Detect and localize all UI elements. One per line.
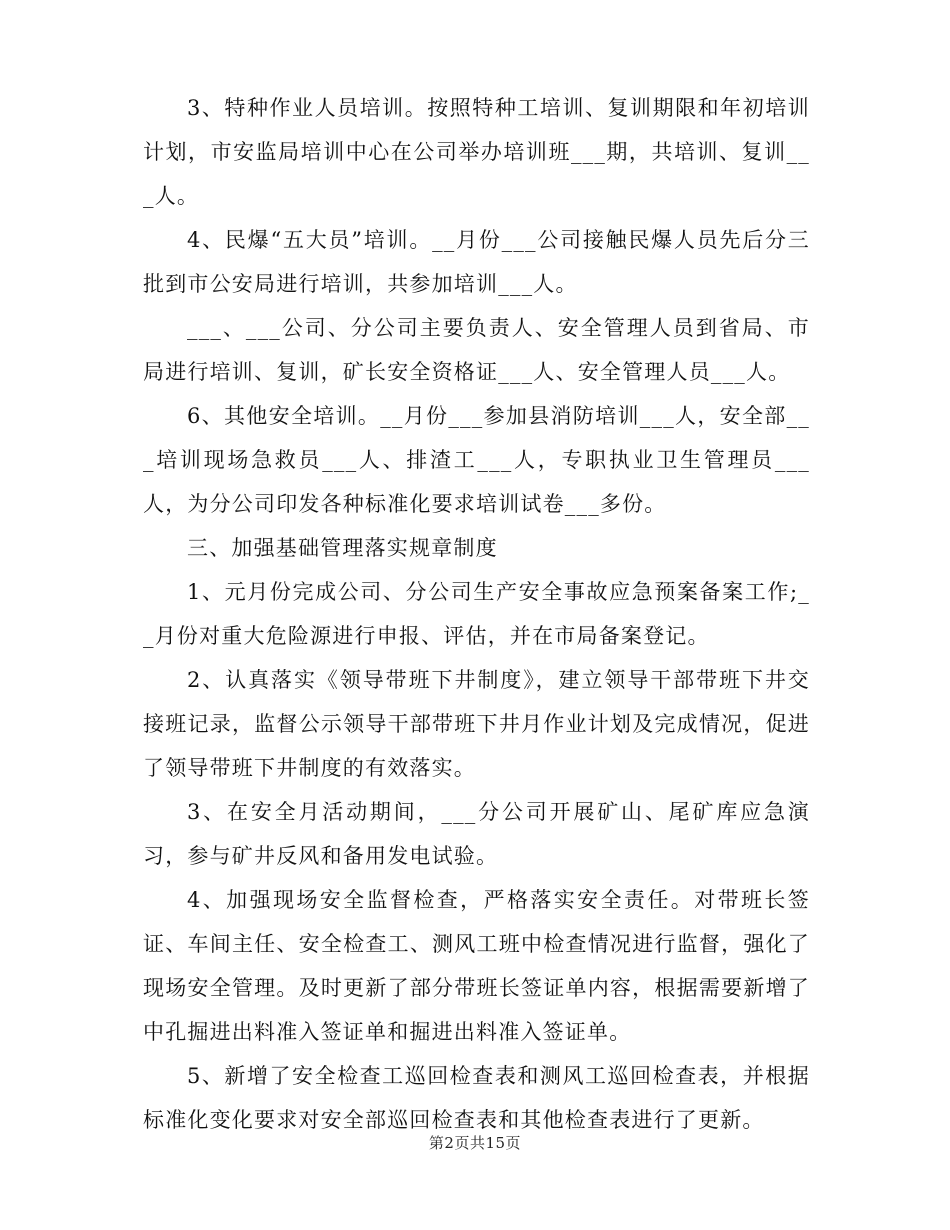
- paragraph-leader-shift-system: 2、认真落实《领导带班下井制度》，建立领导干部带班下井交接班记录，监督公示领导干部带班下井月作业计划及完成情况，促进了领导带班下井制度的有效落实。: [143, 668, 810, 780]
- section-heading-basic-management: 三、加强基础管理落实规章制度: [187, 536, 498, 560]
- paragraph-explosives-training: 4、民爆“五大员”培训。__月份___公司接触民爆人员先后分三批到市公安局进行培训，共参加培训___人。: [143, 228, 810, 296]
- paragraph-safety-month-drills: 3、在安全月活动期间，___分公司开展矿山、尾矿库应急演习，参与矿井反风和备用发电试验。: [143, 800, 810, 868]
- paragraph-management-training: ___、___公司、分公司主要负责人、安全管理人员到省局、市局进行培训、复训，矿长安全资格证___人、安全管理人员___人。: [143, 316, 810, 384]
- paragraph-inspection-forms: 5、新增了安全检查工巡回检查表和测风工巡回检查表，并根据标准化变化要求对安全部巡回检查表和其他检查表进行了更新。: [143, 1064, 810, 1132]
- page-number-footer: 第2页共15页: [428, 1134, 522, 1152]
- document-body: [143, 86, 810, 1142]
- paragraph-other-safety-training: 6、其他安全培训。__月份___参加县消防培训___人，安全部___培训现场急救员___人、排渣工___人，专职执业卫生管理员___人，为分公司印发各种标准化要求培训试卷___多份。: [143, 404, 810, 516]
- paragraph-onsite-supervision: 4、加强现场安全监督检查，严格落实安全责任。对带班长签证、车间主任、安全检查工、测风工班中检查情况进行监督，强化了现场安全管理。及时更新了部分带班长签证单内容，根据需要新增了中孔掘进出料准入签证单和掘进出料准入签证单。: [143, 888, 810, 1044]
- paragraph-special-operations-training: 3、特种作业人员培训。按照特种工培训、复训期限和年初培训计划，市安监局培训中心在公司举办培训班___期，共培训、复训___人。: [143, 96, 810, 208]
- paragraph-emergency-plan-filing: 1、元月份完成公司、分公司生产安全事故应急预案备案工作;__月份对重大危险源进行申报、评估，并在市局备案登记。: [143, 580, 810, 648]
